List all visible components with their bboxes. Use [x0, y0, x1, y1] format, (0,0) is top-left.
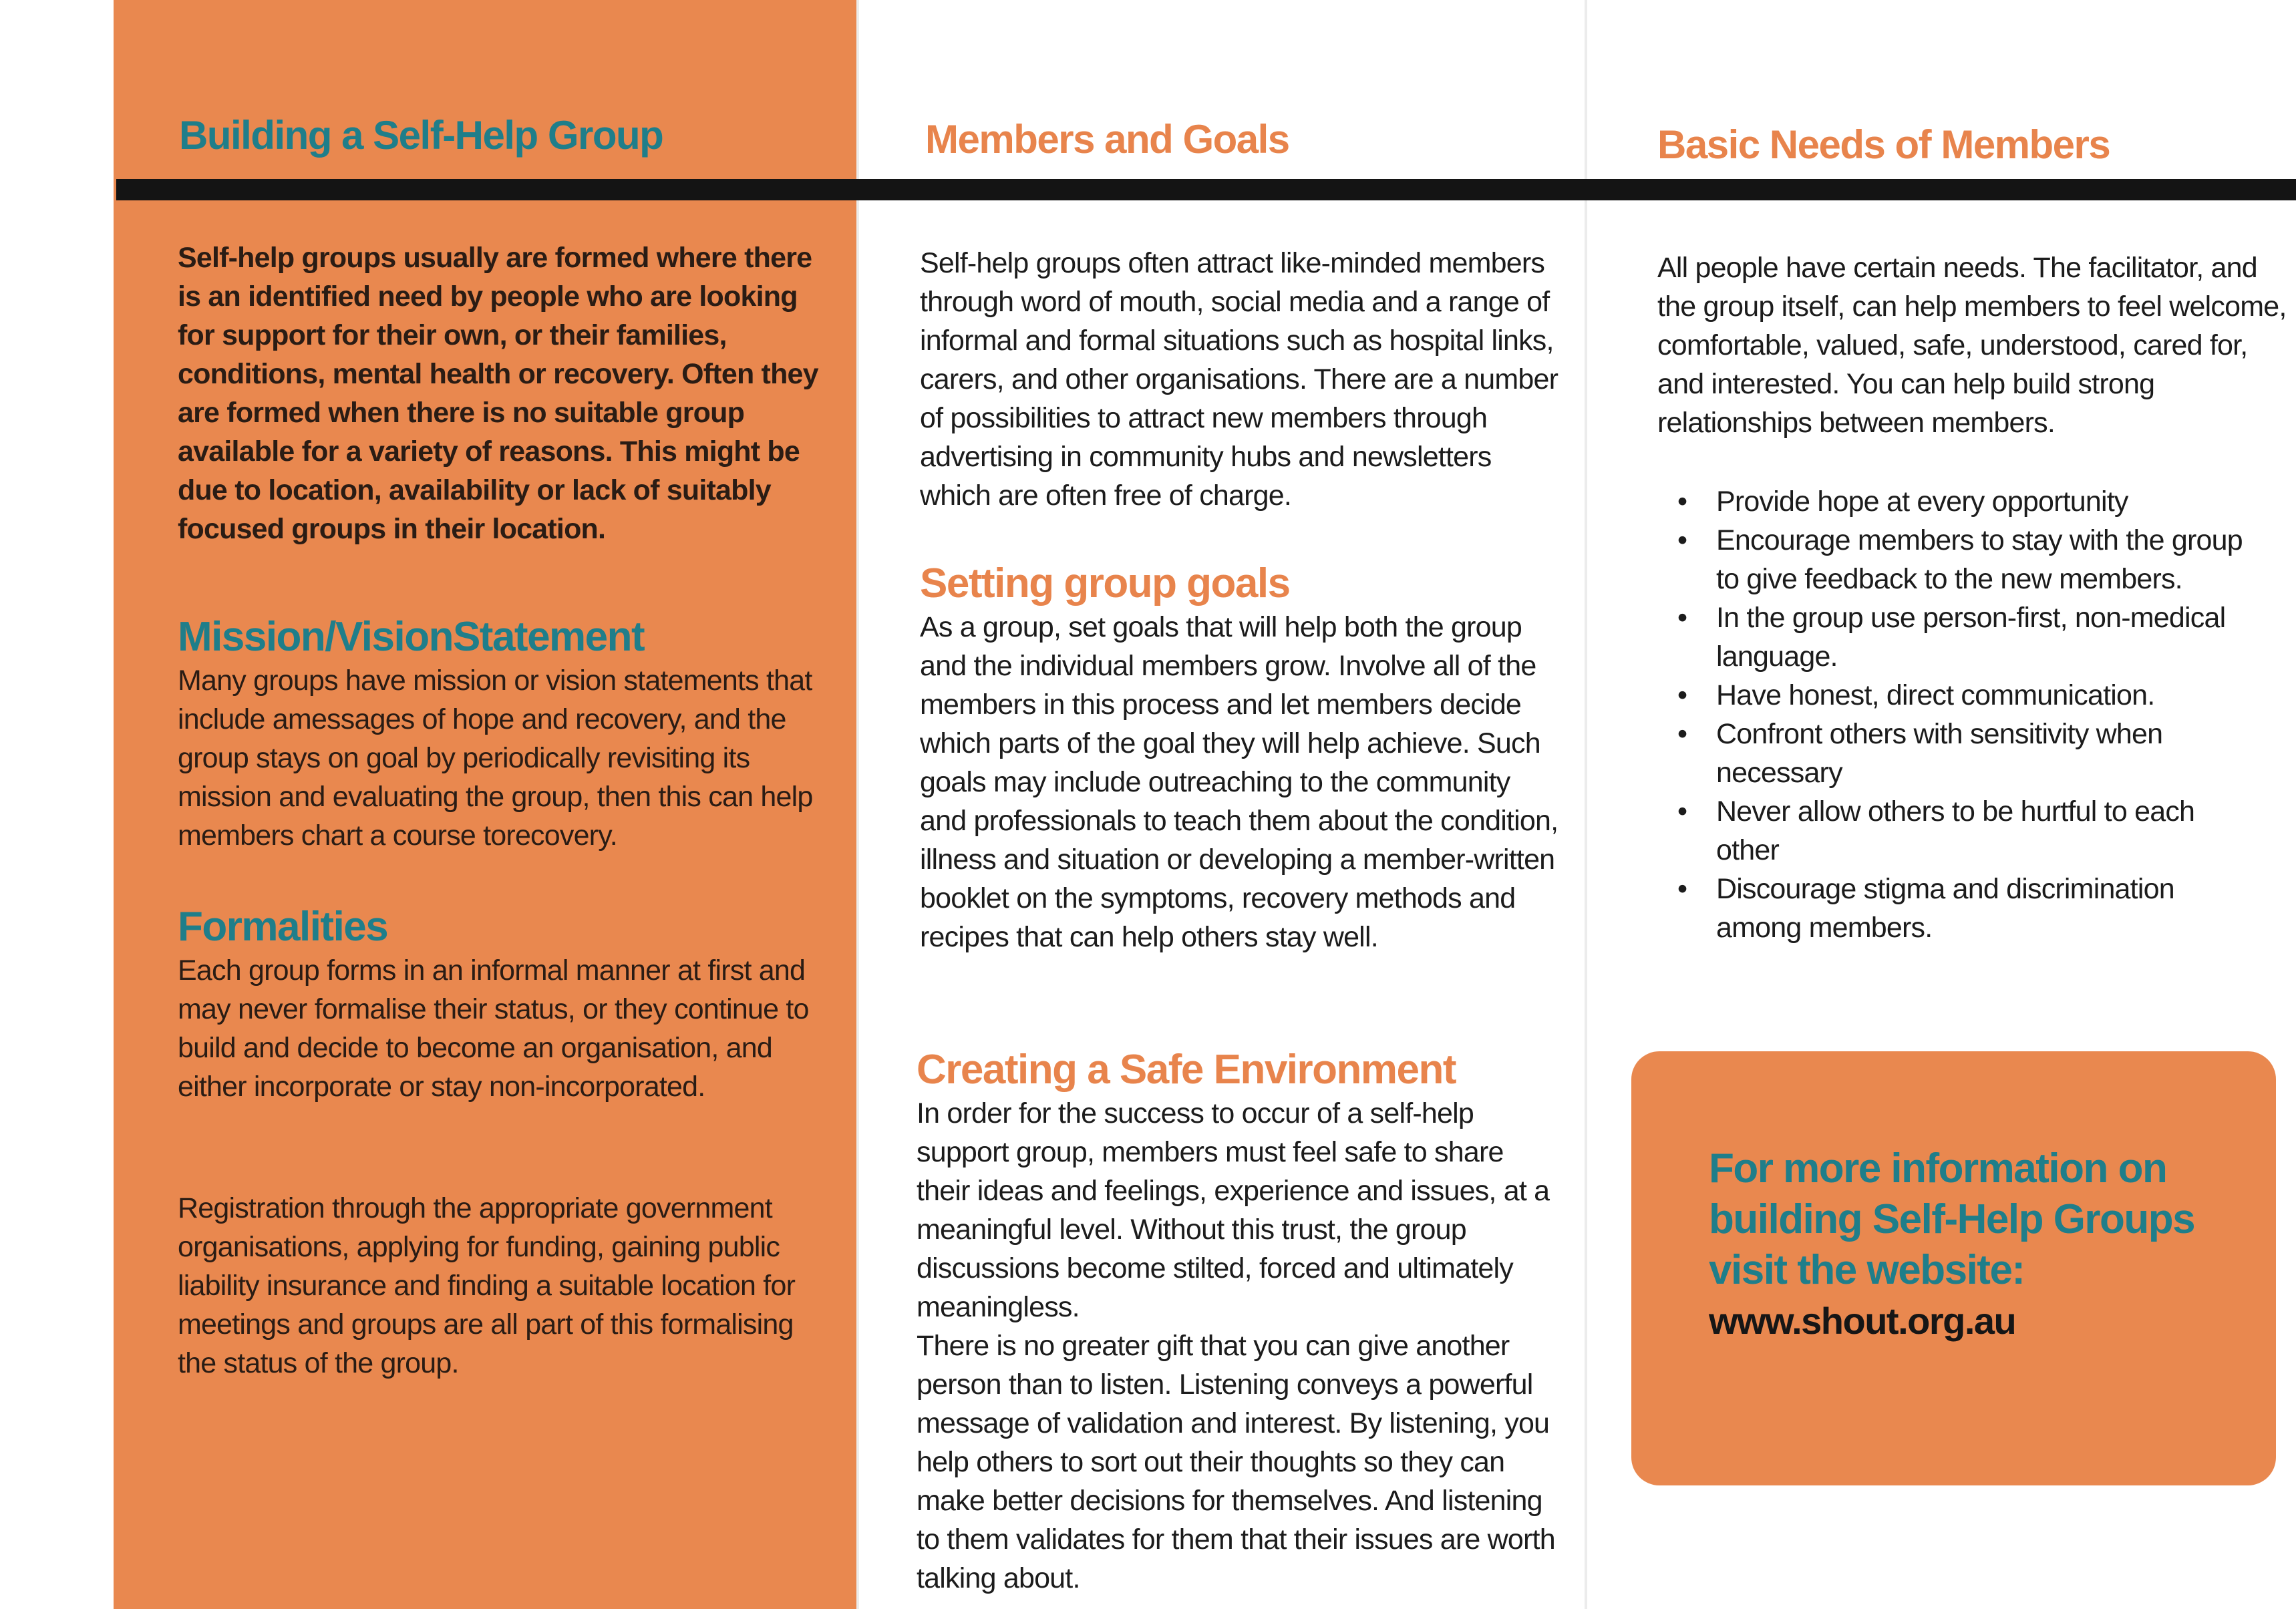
needs-list-item: • Provide hope at every opportunity [1657, 482, 2259, 521]
goals-heading: Setting group goals [920, 560, 1290, 606]
safe-environment-text-1: In order for the success to occur of a self-help support group, members must feel safe to share their ideas and feelings, experience and issues, at a meaningful level. Without this trust, the group discussions become stilted, forced and ultimately meaningless. [917, 1097, 1550, 1323]
safe-environment-text-2: There is no greater gift that you can give another person than to listen. Listening conveys a powerful message of validation and interest. By listening, you help others to sort out their thoughts so they can make better decisions for themselves. And listening to them validates for them that their issues are worth talking about. [917, 1330, 1555, 1594]
needs-list-item: • Confront others with sensitivity when necessary [1657, 715, 2259, 792]
safe-environment-section [917, 1046, 1558, 1598]
formalities-section [178, 903, 826, 1106]
needs-list-item: • Encourage members to stay with the group to give feedback to the new members. [1657, 521, 2259, 598]
right-column-heading: Basic Needs of Members [1657, 122, 2110, 167]
mission-heading: Mission/VisionStatement [178, 614, 645, 660]
needs-list-item: • Never allow others to be hurtful to each other [1657, 792, 2259, 870]
goals-text: As a group, set goals that will help both the group and the individual members grow. Involve all of the members in this process and let members decide which parts of the goal they will help achieve. Such goals may include outreaching to the community and professionals to teach them about the condition, illness and situation or developing a member-written booklet on the symptoms, recovery methods and recipes that can help others stay well. [920, 611, 1559, 953]
needs-list-item: • Discourage stigma and discrimination among members. [1657, 870, 2259, 947]
left-column [178, 238, 826, 548]
formalities-text-1: Each group forms in an informal manner at first and may never formalise their status, or they continue to build and decide to become an organisation, and either incorporate or stay non-incorporated. [178, 954, 809, 1103]
left-intro-text: Self-help groups usually are formed where there is an identified need by people who are looking for support for their own, or their families, conditions, mental health or recovery. Often they are formed when there is no suitable group available for a variety of reasons. This might be due to location, availability or lack of suitably focused groups in their location. [178, 242, 818, 545]
more-info-line-3: visit the website: [1709, 1247, 2025, 1293]
more-info-line-1: For more information on [1709, 1145, 2167, 1192]
fold-line-left [856, 0, 859, 1609]
safe-environment-heading: Creating a Safe Environment [917, 1047, 1456, 1093]
middle-intro-text: Self-help groups often attract like-minded members through word of mouth, social media and a range of informal and formal situations such as hospital links, carers, and other organisations. There are a number of possibilities to attract new members through advertising in community hubs and newsletters which are often free of charge. [920, 247, 1559, 512]
needs-list-item: • Have honest, direct communication. [1657, 676, 2259, 715]
website-link[interactable]: www.shout.org.au [1709, 1300, 2016, 1342]
more-info-text [1709, 1143, 2257, 1347]
black-divider-rule [116, 179, 2296, 200]
left-column-heading: Building a Self-Help Group [179, 113, 663, 158]
registration-section [178, 1189, 826, 1383]
formalities-text-2: Registration through the appropriate government organisations, applying for funding, gaining public liability insurance and finding a suitable location for meetings and groups are all part of this formalising the status of the group. [178, 1192, 796, 1379]
right-intro-text: All people have certain needs. The facilitator, and the group itself, can help members to feel welcome, comfortable, valued, safe, understood, cared for, and interested. You can help build strong relationships between members. [1657, 252, 2287, 439]
formalities-heading: Formalities [178, 904, 388, 950]
right-intro-section [1657, 248, 2292, 442]
mission-section [178, 613, 826, 855]
middle-intro-section [920, 244, 1561, 515]
needs-list-item: • In the group use person-first, non-medical language. [1657, 598, 2259, 676]
mission-text: Many groups have mission or vision statements that include amessages of hope and recovery, and the group stays on goal by periodically revisiting its mission and evaluating the group, then this can help members chart a course torecovery. [178, 665, 813, 852]
needs-bullet-list [1657, 482, 2259, 947]
needs-list-section [1657, 482, 2259, 947]
middle-column-heading: Members and Goals [925, 117, 1289, 162]
more-info-line-2: building Self-Help Groups [1709, 1196, 2195, 1242]
goals-section [920, 560, 1561, 956]
fold-line-right [1585, 0, 1587, 1609]
